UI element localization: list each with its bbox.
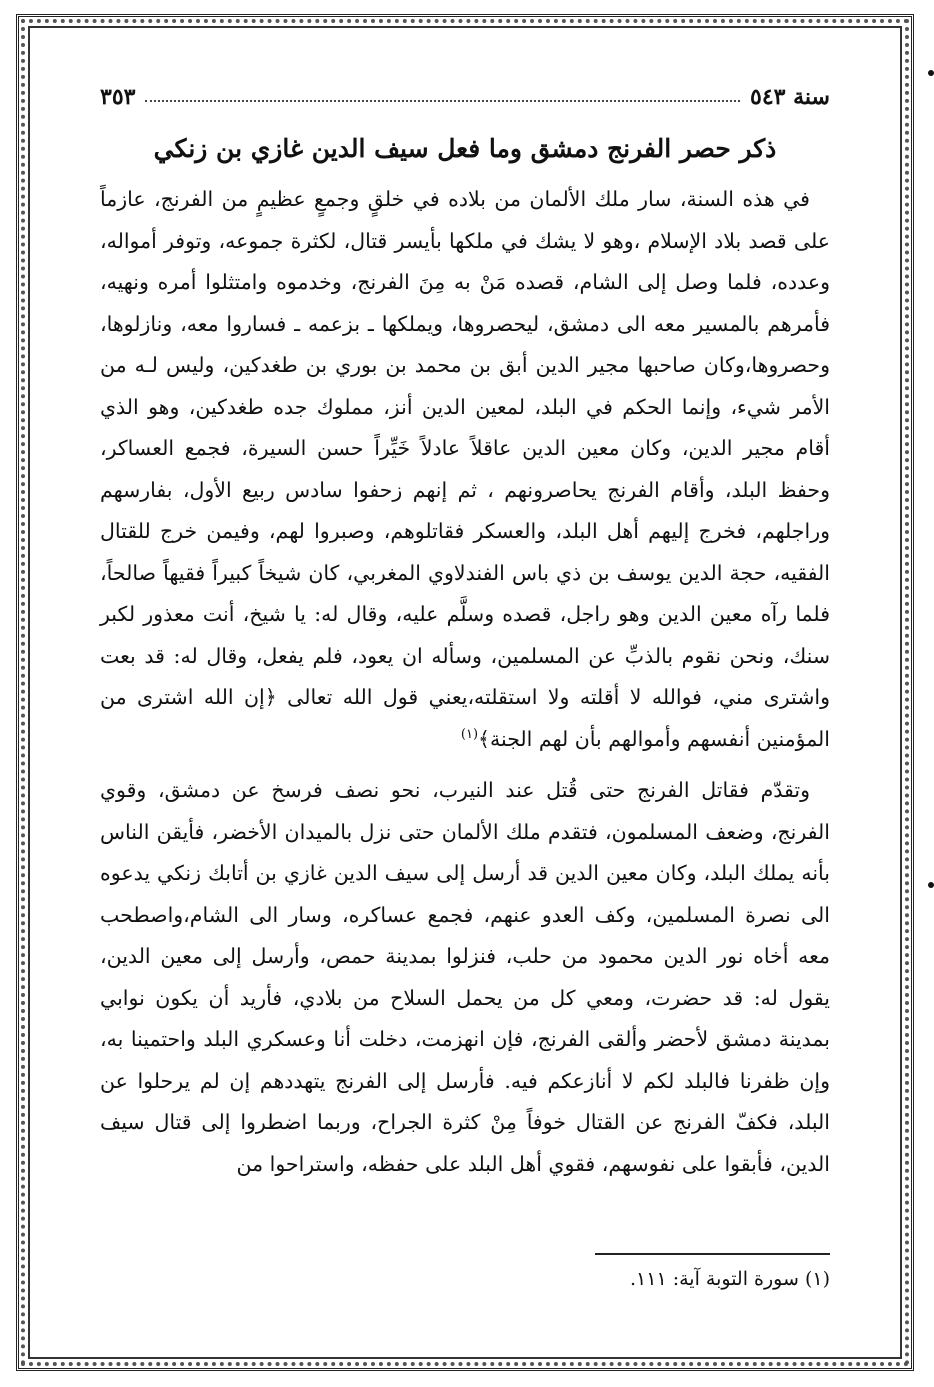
footnote-marker: (١) (460, 726, 479, 742)
edge-mark-middle (928, 882, 934, 888)
edge-mark-top (928, 70, 934, 76)
header-year: سنة ٥٤٣ (750, 84, 830, 110)
paragraph-1-text: في هذه السنة، سار ملك الألمان من بلاده في خلقٍ وجمعٍ عظيمٍ من الفرنج، عازماً على قصد بلاد الإسلام ،وهو لا يشك في ملكها بأيسر قتال، لكثرة جموعه، وتوفر أمواله، وعدده، فلما وصل إلى الشام، قصده مَنْ به مِنَ الفرنج، وخدموه وامتثلوا أمره ونهيه، فأمرهم بالمسير معه الى دمشق، ليحصروها، ويملكها ـ بزعمه ـ فساروا معه، ونازلوها، وحصروها،وكان صاحبها مجير الدين أبق بن محمد بن بوري بن طغدكين، وليس لـه من الأمر شيء، وإنما الحكم في البلد، لمعين الدين أنز، مملوك جده طغدكين، وهو الذي أقام مجير الدين، وكان معين الدين عاقلاً عادلاً خَيِّراً حسن السيرة، فجمع العساكر، وحفظ البلد، وأقام الفرنج يحاصرونهم ، ثم إنهم زحفوا سادس ربيع الأول، بفارسهم وراجلهم، فخرج إليهم أهل البلد، والعسكر فقاتلوهم، وصبروا لهم، وفيمن خرج للقتال الفقيه، حجة الدين يوسف بن ذي باس الفندلاوي المغربي، كان شيخاً كبيراً فقيهاً صالحاً، فلما رآه معين الدين وهو راجل، قصده وسلَّم عليه، وقال له: يا شيخ، أنت معذور لكبر سنك، ونحن نقوم بالذبِّ عن المسلمين، وسأله ان يعود، فلم يفعل، وقال له: قد بعت واشترى مني، فوالله لا أقلته ولا استقلته،يعني قول الله تعالى ﴿إن الله اشترى من المؤمنين أنفسهم وأموالهم بأن لهم الجنة﴾ (100, 187, 830, 751)
page-number: ٣٥٣ (100, 84, 136, 110)
paragraph-1 (100, 179, 830, 760)
running-head (100, 80, 830, 114)
paragraph-2: وتقدّم فقاتل الفرنج حتى قُتل عند النيرب، نحو نصف فرسخ عن دمشق، وقوي الفرنج، وضعف المسلمون، فتقدم ملك الألمان حتى نزل بالميدان الأخضر، فأيقن الناس بأنه يملك البلد، وكان معين الدين قد أرسل إلى سيف الدين غازي بن أتابك زنكي يدعوه الى نصرة المسلمين، وكف العدو عنهم، فجمع عساكره، وسار الى الشام،واصطحب معه أخاه نور الدين محمود من حلب، فنزلوا بمدينة حمص، وأرسل إلى معين الدين، يقول له: قد حضرت، ومعي كل من يحمل السلاح من بلادي، فأريد أن يكون نوابي بمدينة دمشق لأحضر وألقى الفرنج، فإن انهزمت، دخلت أنا وعسكري البلد واحتمينا به، وإن ظفرنا فالبلد لكم لا أنازعكم فيه. فأرسل إلى الفرنج يتهددهم إن لم يرحلوا عن البلد، فكفّ الفرنج عن القتال خوفاً مِنْ كثرة الجراح، وربما اضطروا إلى قتال سيف الدين، فأبقوا على نفوسهم، فقوي أهل البلد على حفظه، واستراحوا من (100, 778, 830, 1176)
section-title: ذكر حصر الفرنج دمشق وما فعل سيف الدين غازي بن زنكي (153, 134, 777, 163)
footnote-separator (595, 1253, 830, 1255)
header-dot-leader (145, 100, 740, 102)
page-content (100, 80, 830, 1185)
footnote: (١) سورة التوبة آية: ١١١. (630, 1268, 830, 1290)
